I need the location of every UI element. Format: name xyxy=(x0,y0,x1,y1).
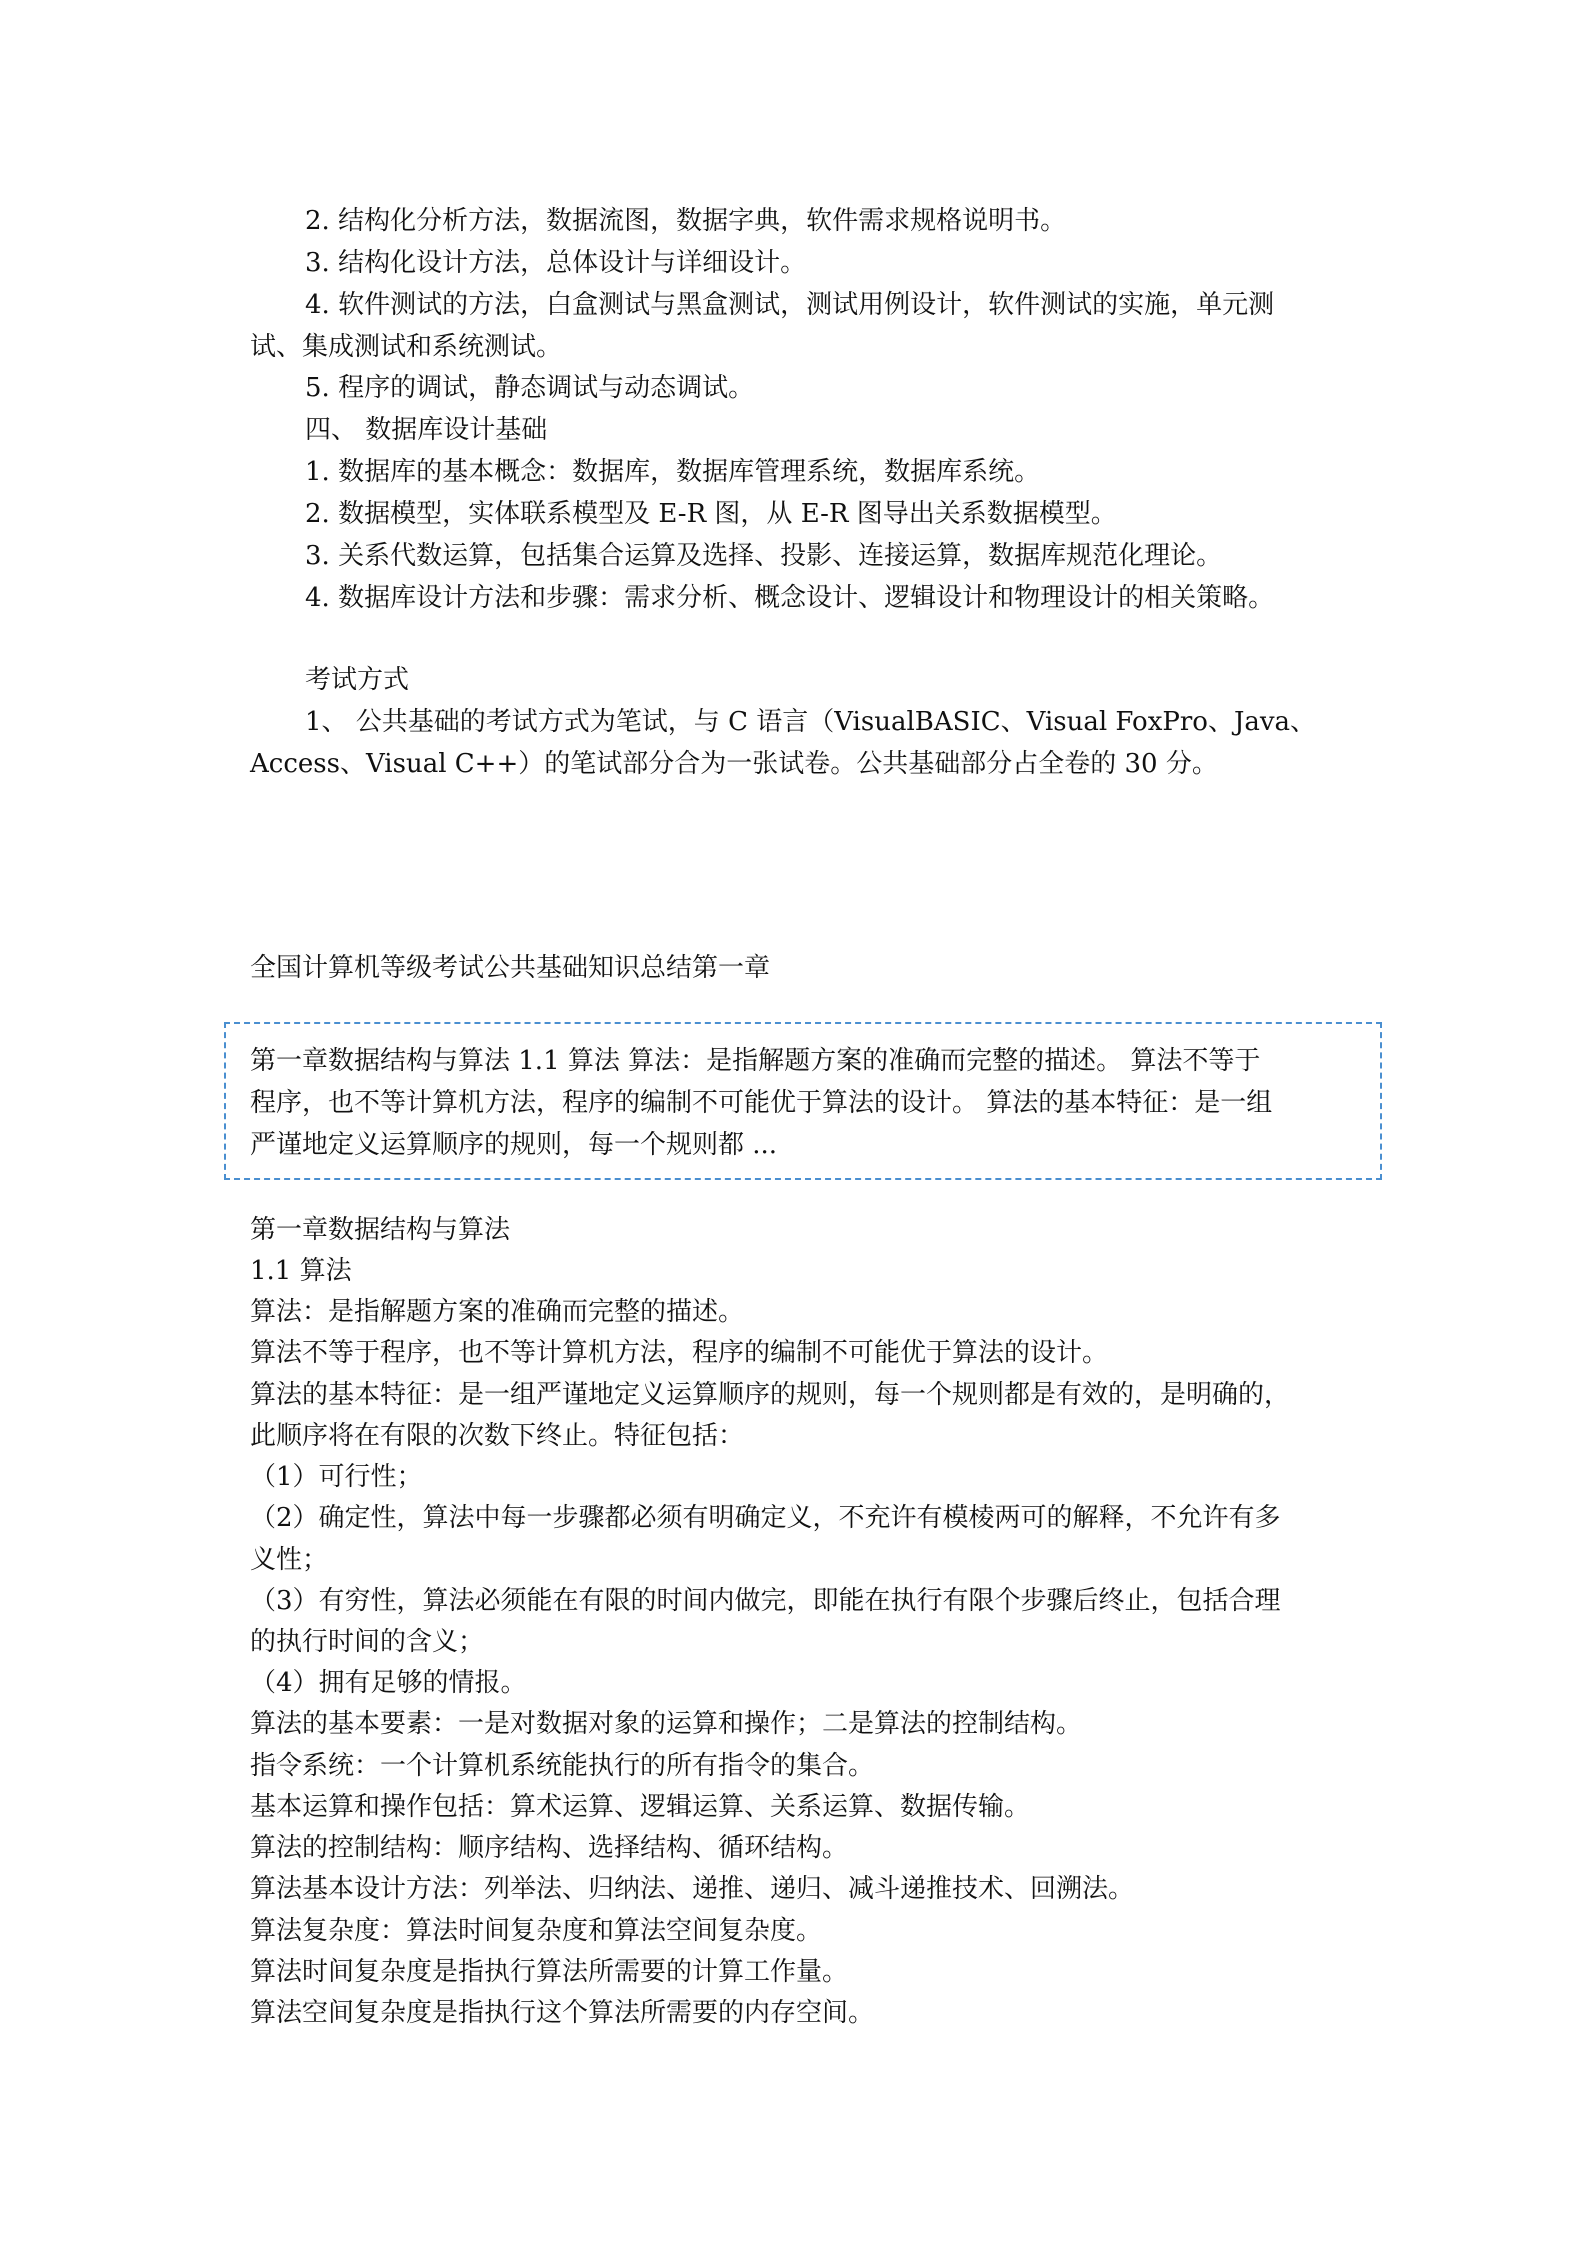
chapter-line-12: （4）拥有足够的情报。 xyxy=(250,1668,527,1698)
chapter-line-17: 算法基本设计方法：列举法、归纳法、递推、递归、减斗递推技术、回溯法。 xyxy=(250,1874,1135,1904)
doc-title: 全国计算机等级考试公共基础知识总结第一章 xyxy=(250,953,771,983)
chapter-line-19: 算法时间复杂度是指执行算法所需要的计算工作量。 xyxy=(250,1957,849,1987)
chapter-line-20: 算法空间复杂度是指执行这个算法所需要的内存空间。 xyxy=(250,1998,875,2028)
chapter-line-5: 算法的基本特征：是一组严谨地定义运算顺序的规则，每一个规则都是有效的，是明确的， xyxy=(250,1380,1291,1410)
summary-line-1: 第一章数据结构与算法 1.1 算法 算法：是指解题方案的准确而完整的描述。 算法不等于 xyxy=(250,1046,1261,1076)
chapter-line-16: 算法的控制结构：顺序结构、选择结构、循环结构。 xyxy=(250,1833,849,1863)
syllabus-line-5: 5. 程序的调试，静态调试与动态调试。 xyxy=(305,373,755,403)
chapter-line-14: 指令系统：一个计算机系统能执行的所有指令的集合。 xyxy=(250,1751,875,1781)
summary-line-2: 程序，也不等计算机方法，程序的编制不可能优于算法的设计。 算法的基本特征：是一组 xyxy=(250,1088,1273,1118)
syllabus-line-1: 2. 结构化分析方法，数据流图，数据字典，软件需求规格说明书。 xyxy=(305,206,1067,236)
syllabus-line-7: 1. 数据库的基本概念：数据库，数据库管理系统，数据库系统。 xyxy=(305,457,1041,487)
exam-line-2: Access、Visual C++）的笔试部分合为一张试卷。公共基础部分占全卷的 30 分。 xyxy=(250,749,1218,779)
chapter-line-9: 义性； xyxy=(250,1545,329,1575)
section-heading-database: 四、 数据库设计基础 xyxy=(305,415,548,445)
chapter-line-7: （1）可行性； xyxy=(250,1462,423,1492)
syllabus-line-2: 3. 结构化设计方法，总体设计与详细设计。 xyxy=(305,248,807,278)
syllabus-line-4: 试、集成测试和系统测试。 xyxy=(250,332,563,362)
chapter-line-3: 算法：是指解题方案的准确而完整的描述。 xyxy=(250,1297,745,1327)
chapter-line-18: 算法复杂度：算法时间复杂度和算法空间复杂度。 xyxy=(250,1916,823,1946)
exam-line-1: 1、 公共基础的考试方式为笔试，与 C 语言（VisualBASIC、Visual FoxPro、Java、 xyxy=(305,707,1317,737)
chapter-line-13: 算法的基本要素：一是对数据对象的运算和操作；二是算法的控制结构。 xyxy=(250,1709,1083,1739)
syllabus-line-9: 3. 关系代数运算，包括集合运算及选择、投影、连接运算，数据库规范化理论。 xyxy=(305,541,1223,571)
chapter-title: 第一章数据结构与算法 xyxy=(250,1215,511,1245)
syllabus-line-3: 4. 软件测试的方法，白盒测试与黑盒测试，测试用例设计，软件测试的实施，单元测 xyxy=(305,290,1275,320)
exam-heading: 考试方式 xyxy=(305,665,410,695)
chapter-line-11: 的执行时间的含义； xyxy=(250,1627,485,1657)
syllabus-line-8: 2. 数据模型，实体联系模型及 E-R 图，从 E-R 图导出关系数据模型。 xyxy=(305,499,1117,529)
summary-line-3: 严谨地定义运算顺序的规则，每一个规则都 ... xyxy=(250,1130,778,1160)
chapter-line-8: （2）确定性，算法中每一步骤都必须有明确定义，不充许有模棱两可的解释，不允许有多 xyxy=(250,1503,1281,1533)
chapter-line-15: 基本运算和操作包括：算术运算、逻辑运算、关系运算、数据传输。 xyxy=(250,1792,1031,1822)
chapter-line-10: （3）有穷性，算法必须能在有限的时间内做完，即能在执行有限个步骤后终止，包括合理 xyxy=(250,1586,1281,1616)
chapter-line-6: 此顺序将在有限的次数下终止。特征包括： xyxy=(250,1421,745,1451)
syllabus-line-10: 4. 数据库设计方法和步骤：需求分析、概念设计、逻辑设计和物理设计的相关策略。 xyxy=(305,583,1275,613)
chapter-subtitle: 1.1 算法 xyxy=(250,1256,352,1286)
chapter-line-4: 算法不等于程序，也不等计算机方法，程序的编制不可能优于算法的设计。 xyxy=(250,1338,1109,1368)
